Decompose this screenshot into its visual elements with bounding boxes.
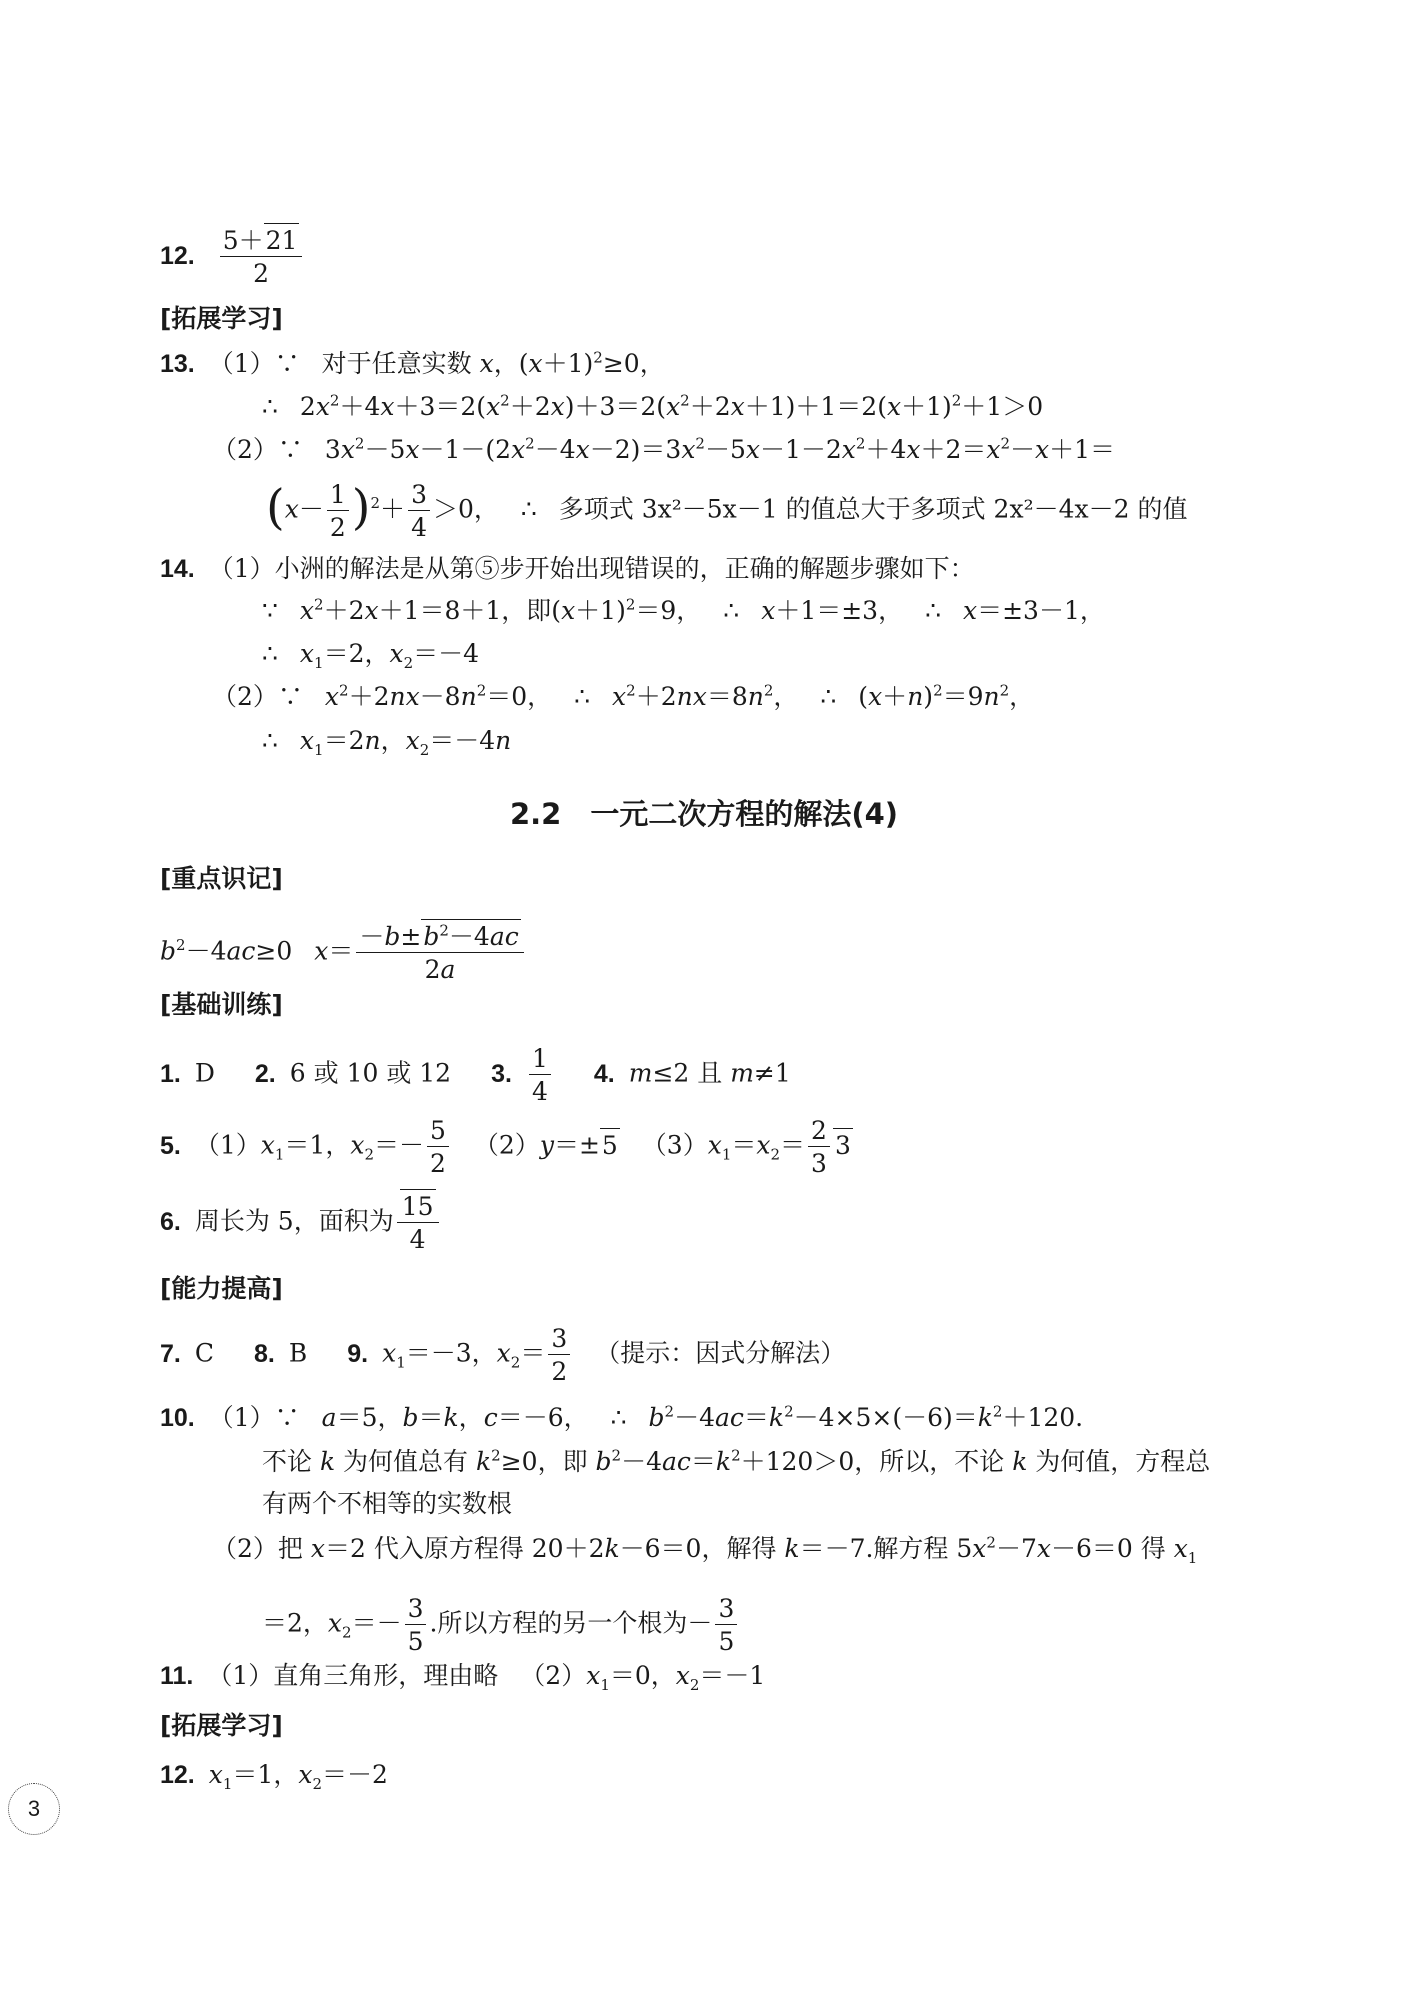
question-number: 6. [160,1207,181,1236]
q10-line2: 不论 k 为何值总有 $k^2\ge 0$，即 $b^2-4ac=k^2+120>0$，所以，不论 k 为何值，方程总 [262,1446,1211,1476]
q12-extension: 12. $x_1=1$，$x_2=-2$ [160,1760,388,1793]
question-number: 12. [160,1761,195,1789]
question-number: 8. [254,1339,275,1368]
answer: D [194,1058,215,1088]
q13-line3: （2）∵ $3x^2-5x-1-(2x^2-4x-2)=3x^2-5x-1-2x^2+4x+2=x^2-x+1=$ [212,434,1116,464]
part-label: （1）∵ [208,349,300,378]
conclusion-text: 多项式 3x²－5x－1 的值总大于多项式 2x²－4x－2 的值 [558,494,1188,524]
section-heading-tuozhan2: [拓展学习] [160,1711,283,1740]
question-number: 12. [160,241,195,270]
q13-line1: 13. （1）∵ 对于任意实数 x，$(x+1)^2\ge 0$， [160,348,665,378]
part-label: （1）∵ [208,1403,300,1432]
key-formula: $b^2-4ac\ge 0$ x＝ $\frac{-b\pm b^2-4ac}{2a}$ [160,924,527,982]
statement-text: 有两个不相等的实数根 [262,1489,513,1518]
answer: 6 或 10 或 12 [289,1058,452,1088]
q13-line4: (x－ $\frac{1}{2}$ )$^2$＋ $\frac{3}{4}$ ＞0， ∴ 多项式 3x²－5x－1 的值总大于多项式 2x²－4x－2 的值 [266,479,1188,542]
q10-line4: （2）把 x＝2 代入原方程得 20＋2k－6＝0，解得 k＝－7.解方程 $5x^2-7x-6=0$ 得 $x_1$ [212,1533,1198,1567]
q13-line2: ∴ $2x^2+4x+3=2(x^2+2x)+3=2(x^2+2x+1)+1=2(x+1)^2+1>0$ [262,391,1044,421]
question-number: 9. [347,1339,369,1368]
question-number: 2. [254,1059,276,1088]
section-heading-jichu: [基础训练] [160,990,283,1019]
section-heading-tuozhan: [拓展学习] [160,304,283,333]
section-title: 2.2 一元二次方程的解法(4) [509,797,899,831]
answer: C [194,1338,214,1368]
section-heading-nengli: [能力提高] [160,1274,283,1303]
q14-line4: （2）∵ $x^2+2nx-8n^2=0$， ∴ $x^2+2nx=8n^2$， ∴ $(x+n)^2=9n^2$， [212,681,1035,711]
statement-text: 对于任意实数 [321,349,472,378]
question-number: 13. [160,350,195,378]
basics-row-6: 6. 周长为 5，面积为 $\frac{15}{4}$ [160,1194,442,1252]
question-number: 7. [160,1339,181,1368]
q11: 11. （1）直角三角形，理由略 $(2)x_1=0$，$x_2=-1$ [160,1661,766,1694]
answer: B [288,1338,308,1368]
basics-row-1: 1. D 2. 6 或 10 或 12 3. $\frac{1}{4}$ 4. m≤2 且 m≠1 [160,1044,791,1106]
question-number: 1. [160,1059,181,1088]
section-heading-zhongdian: [重点识记] [160,864,283,893]
question-number: 5. [160,1131,181,1160]
statement-text: 周长为 5，面积为 [194,1206,394,1236]
question-number: 11. [160,1662,194,1690]
q14-line3: ∴ $x_1=2$，$x_2=-4$ [262,639,480,672]
q14-line1 [160,556,975,582]
question-number: 10. [160,1404,195,1432]
q10-line1: 10. （1）∵ a＝5，b＝k，c＝－6， ∴ $b^2-4ac=k^2-4\times 5\times(-6)=k^2+120$. [160,1402,1084,1432]
part-label: （2）∵ [212,435,303,464]
q12-prev [160,228,305,286]
statement-text: （1）小洲的解法是从第⑤步开始出现错误的，正确的解题步骤如下： [208,554,975,583]
basics-row-5: 5. $(1)x_1=1$，$x_2=-$ $\frac{5}{2}$ （2）y＝±5 $(3)x_1=x_2=$ $\frac{2}{3}$ 3 [160,1116,851,1178]
page-number: 3 [8,1783,60,1835]
question-number: 14. [160,555,195,583]
fraction-answer: $\frac{5+21}{2}$ [220,228,303,286]
hint-text: （提示：因式分解法） [595,1338,846,1368]
part-label: （2）∵ [212,682,303,711]
question-number: 4. [593,1059,615,1088]
q10-line3 [262,1491,512,1516]
q14-line2: ∵ $x^2+2x+1=8+1$，即$(x+1)^2=9$， ∴ x＋1＝±3， ∴ x＝±3－1， [262,595,1105,625]
question-number: 3. [491,1059,512,1088]
q10-line5: ＝2，$x_2=-$ $\frac{3}{5}$ .所以方程的另一个根为－ $\frac{3}{5}$ [262,1596,740,1654]
ability-row-7: 7. C 8. B 9. $x_1=-3$，$x_2=$ $\frac{3}{2}$ （提示：因式分解法） [160,1324,846,1386]
q14-line5: ∴ $x_1=2n$，$x_2=-4n$ [262,726,512,759]
